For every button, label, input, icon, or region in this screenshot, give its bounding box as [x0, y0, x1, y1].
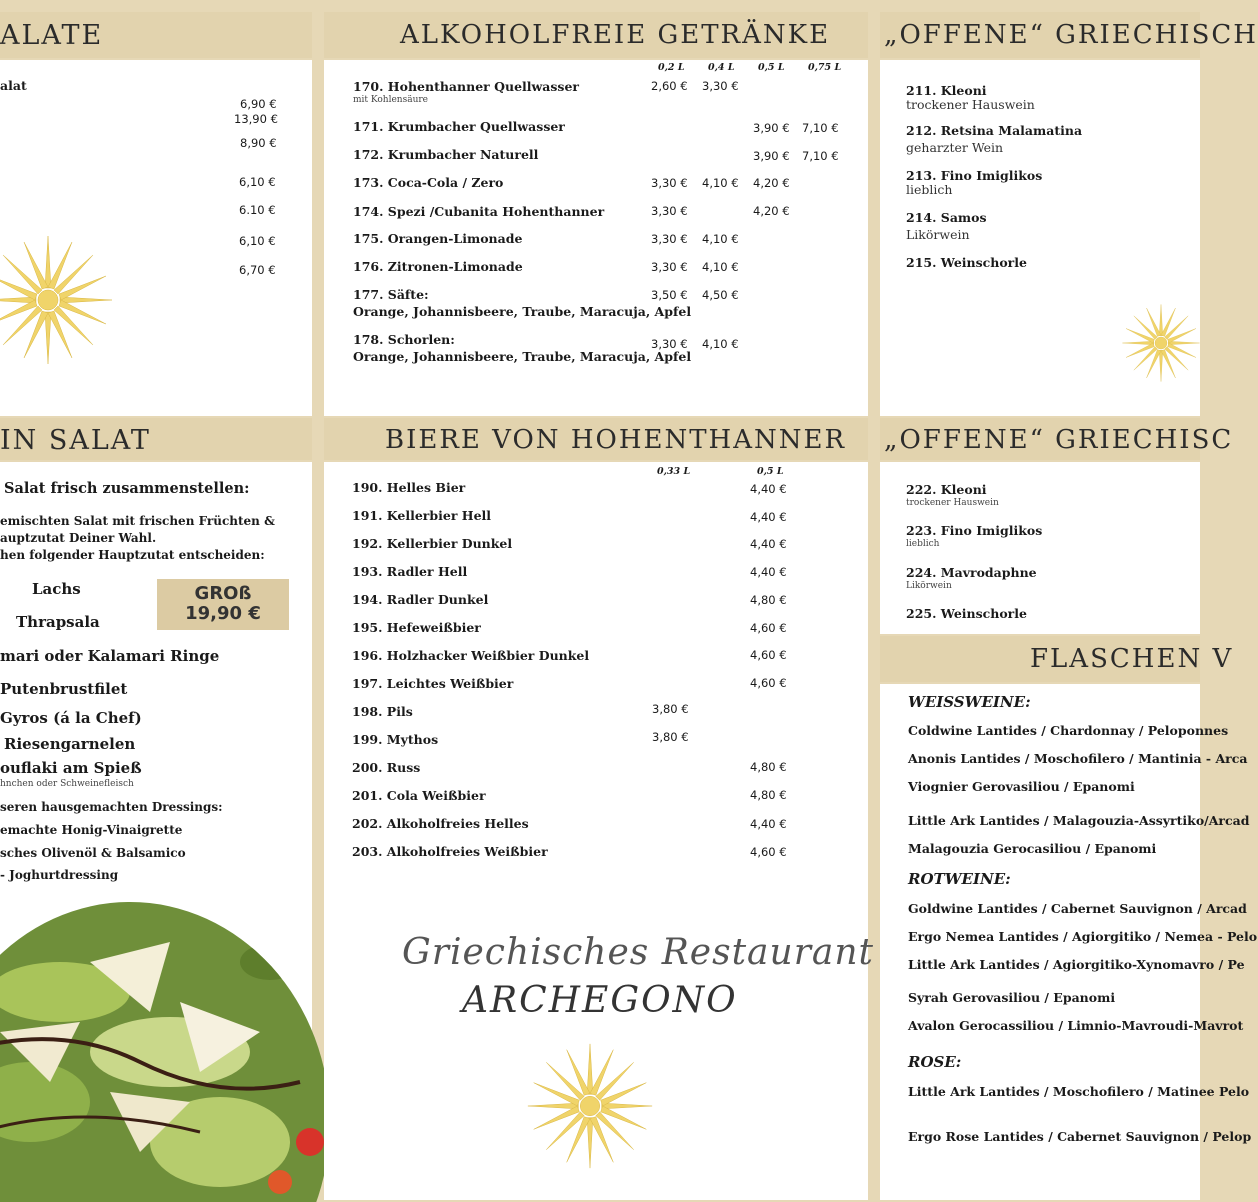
price: 4,20 € [753, 204, 790, 218]
wine-item-sub: Likörwein [906, 581, 952, 591]
price: 4,50 € [702, 288, 739, 302]
beer-item-name: 196. Holzhacker Weißbier Dunkel [352, 648, 590, 663]
price: 8,90 € [240, 136, 277, 150]
drink-item-name: 174. Spezi /Cubanita Hohenthanner [353, 204, 605, 219]
price: 4,40 € [750, 510, 787, 524]
section-title-open-wine-1: „OFFENE“ GRIECHISCH [884, 20, 1258, 50]
desc-line: emischten Salat mit frischen Früchten & [0, 514, 275, 528]
price: 4,10 € [702, 260, 739, 274]
dressing-item: - Joghurtdressing [0, 868, 119, 882]
price: 4,20 € [753, 176, 790, 190]
category-white: WEISSWEINE: [908, 693, 1031, 711]
wine-item-sub: lieblich [906, 182, 953, 197]
beer-item-name: 191. Kellerbier Hell [352, 508, 492, 523]
price: 3,30 € [651, 204, 688, 218]
price: 7,10 € [802, 121, 839, 135]
wine-bottle: Syrah Gerovasiliou / Epanomi [908, 990, 1116, 1005]
price: 6,70 € [239, 263, 276, 277]
size-header: 0,4 L [708, 62, 735, 73]
panel-open-wine-2 [880, 462, 1200, 634]
category-red: ROTWEINE: [908, 870, 1011, 888]
wine-bottle: Little Ark Lantides / Moschofilero / Matinee Pelo [908, 1084, 1250, 1099]
wine-item-name: 214. Samos [906, 210, 987, 225]
price: 6,10 € [239, 234, 276, 248]
section-title-beers: BIERE VON HOHENTHANNER [385, 425, 847, 455]
option-riesengarnelen: Riesengarnelen [4, 735, 136, 753]
option-souflaki: ouflaki am Spieß [0, 759, 142, 777]
drink-item-sub: mit Kohlensäure [353, 95, 428, 105]
option-lachs: Lachs [32, 580, 81, 598]
price: 4,60 € [750, 621, 787, 635]
option-gyros: Gyros (á la Chef) [0, 709, 142, 727]
wine-bottle: Ergo Nemea Lantides / Agiorgitiko / Nemea - Pelo [908, 929, 1258, 944]
panel-open-wine-1 [880, 60, 1200, 416]
section-title-open-wine-2: „OFFENE“ GRIECHISC [884, 425, 1234, 455]
menu-item-name: alat [0, 78, 27, 93]
vergina-sun-icon [1120, 302, 1202, 384]
dressing-item: sches Olivenöl & Balsamico [0, 846, 186, 860]
size-header: 0,33 L [657, 466, 691, 477]
price: 3,30 € [651, 176, 688, 190]
price: 3,30 € [651, 260, 688, 274]
panel-bottles [880, 684, 1258, 1200]
price: 6,90 € [240, 97, 277, 111]
beer-item-name: 201. Cola Weißbier [352, 788, 486, 803]
price: 4,40 € [750, 817, 787, 831]
beer-item-name: 198. Pils [352, 704, 413, 719]
wine-item-name: 211. Kleoni [906, 83, 987, 98]
drink-item-name: 175. Orangen-Limonade [353, 231, 523, 246]
drink-item-name: 176. Zitronen-Limonade [353, 259, 523, 274]
option-kalamari: mari oder Kalamari Ringe [0, 647, 220, 665]
price: 3,90 € [753, 121, 790, 135]
size-header: 0,5 L [757, 466, 784, 477]
desc-line: auptzutat Deiner Wahl. [0, 531, 157, 545]
price: 4,60 € [750, 845, 787, 859]
price: 3,30 € [651, 337, 688, 351]
wine-item-sub: trockener Hauswein [906, 498, 999, 508]
wine-item-name: 215. Weinschorle [906, 255, 1027, 270]
price: 4,80 € [750, 788, 787, 802]
price: 6,10 € [239, 175, 276, 189]
option-souflaki-sub: hnchen oder Schweinefleisch [0, 779, 134, 789]
category-rose: ROSE: [908, 1053, 962, 1071]
drink-item-name: 173. Coca-Cola / Zero [353, 175, 504, 190]
gross-price-box [157, 579, 289, 630]
wine-bottle: Ergo Rose Lantides / Cabernet Sauvignon / Pelop [908, 1129, 1252, 1144]
drink-item-name: 171. Krumbacher Quellwasser [353, 119, 565, 134]
beer-item-name: 194. Radler Dunkel [352, 592, 489, 607]
beer-item-name: 197. Leichtes Weißbier [352, 676, 514, 691]
gross-price: 19,90 € [185, 603, 261, 624]
price: 3,50 € [651, 288, 688, 302]
beer-item-name: 203. Alkoholfreies Weißbier [352, 844, 548, 859]
panel-salate [0, 60, 312, 416]
price: 4,40 € [750, 482, 787, 496]
wine-item-name: 222. Kleoni [906, 482, 987, 497]
vergina-sun-icon [0, 232, 116, 368]
wine-item-sub: lieblich [906, 539, 940, 549]
wine-bottle: Viognier Gerovasiliou / Epanomi [908, 779, 1135, 794]
price: 3,30 € [702, 79, 739, 93]
wine-bottle: Little Ark Lantides / Agiorgitiko-Xynomavro / Pe [908, 957, 1245, 972]
section-title-bottles: FLASCHEN V [1030, 644, 1234, 674]
drink-item-sub: Orange, Johannisbeere, Traube, Maracuja, Apfel [353, 304, 692, 319]
wine-bottle: Little Ark Lantides / Malagouzia-Assyrtiko/Arcad [908, 813, 1250, 828]
wine-item-name: 225. Weinschorle [906, 606, 1027, 621]
drink-item-sub: Orange, Johannisbeere, Traube, Maracuja, Apfel [353, 349, 692, 364]
price: 13,90 € [234, 112, 278, 126]
wine-bottle: Goldwine Lantides / Cabernet Sauvignon / Arcad [908, 901, 1247, 916]
panel-mein-salat [0, 462, 312, 1200]
beer-item-name: 202. Alkoholfreies Helles [352, 816, 529, 831]
dressing-header: seren hausgemachten Dressings: [0, 800, 223, 814]
wine-bottle: Avalon Gerocassiliou / Limnio-Mavroudi-Mavrot [908, 1018, 1244, 1033]
beer-item-name: 190. Helles Bier [352, 480, 466, 495]
price: 7,10 € [802, 149, 839, 163]
wine-item-name: 212. Retsina Malamatina [906, 123, 1083, 138]
drink-item-name: 177. Säfte: [353, 287, 429, 302]
price: 4,80 € [750, 760, 787, 774]
wine-bottle: Coldwine Lantides / Chardonnay / Peloponnes [908, 723, 1229, 738]
salad-photo [0, 902, 330, 1202]
dressing-item: emachte Honig-Vinaigrette [0, 823, 183, 837]
wine-item-sub: Likörwein [906, 227, 970, 242]
wine-item-name: 224. Mavrodaphne [906, 565, 1037, 580]
beer-item-name: 200. Russ [352, 760, 421, 775]
panel-drinks [324, 60, 868, 416]
price: 4,80 € [750, 593, 787, 607]
section-title-salate: ALATE [0, 20, 104, 51]
option-thrapsala: Thrapsala [16, 613, 100, 631]
wine-item-name: 223. Fino Imiglikos [906, 523, 1043, 538]
beer-item-name: 193. Radler Hell [352, 564, 468, 579]
price: 4,10 € [702, 232, 739, 246]
size-header: 0,75 L [808, 62, 842, 73]
gross-label: GROß [194, 583, 252, 604]
price: 4,10 € [702, 337, 739, 351]
section-title-drinks: ALKOHOLFREIE GETRÄNKE [400, 20, 831, 50]
price: 3,30 € [651, 232, 688, 246]
price: 4,40 € [750, 537, 787, 551]
wine-bottle: Malagouzia Gerocasiliou / Epanomi [908, 841, 1157, 856]
drink-item-name: 170. Hohenthanner Quellwasser [353, 79, 580, 94]
drink-item-name: 172. Krumbacher Naturell [353, 147, 539, 162]
restaurant-tagline: Griechisches Restaurant [402, 932, 875, 973]
price: 4,60 € [750, 676, 787, 690]
desc-line: hen folgender Hauptzutat entscheiden: [0, 548, 265, 562]
section-title-mein-salat: IN SALAT [0, 425, 151, 456]
price: 4,40 € [750, 565, 787, 579]
restaurant-name: ARCHEGONO [462, 980, 738, 1021]
price: 2,60 € [651, 79, 688, 93]
price: 4,60 € [750, 648, 787, 662]
wine-bottle: Anonis Lantides / Moschofilero / Mantinia - Arca [908, 751, 1248, 766]
wine-item-name: 213. Fino Imiglikos [906, 168, 1043, 183]
size-header: 0,5 L [758, 62, 785, 73]
beer-item-name: 195. Hefeweißbier [352, 620, 481, 635]
option-putenbrustfilet: Putenbrustfilet [0, 680, 128, 698]
price: 4,10 € [702, 176, 739, 190]
intro-text: Salat frisch zusammenstellen: [4, 480, 250, 497]
beer-item-name: 192. Kellerbier Dunkel [352, 536, 513, 551]
beer-item-name: 199. Mythos [352, 732, 439, 747]
wine-item-sub: geharzter Wein [906, 140, 1004, 155]
vergina-sun-icon [524, 1040, 656, 1172]
size-header: 0,2 L [658, 62, 685, 73]
price: 3,90 € [753, 149, 790, 163]
panel-beers [324, 462, 875, 1200]
wine-item-sub: trockener Hauswein [906, 97, 1035, 112]
price: 6.10 € [239, 203, 276, 217]
price: 3,80 € [652, 730, 689, 744]
price: 3,80 € [652, 702, 689, 716]
drink-item-name: 178. Schorlen: [353, 332, 455, 347]
